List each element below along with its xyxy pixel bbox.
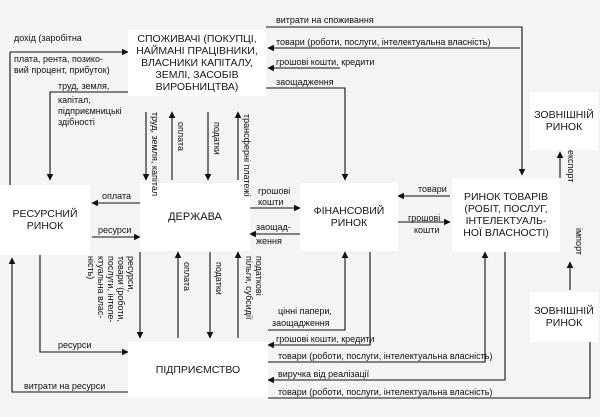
goods-market-line-2: (РОБІТ, ПОСЛУГ, [464,203,548,215]
income-label-1: дохід (заробітна [14,33,82,43]
savings-arrow [266,88,345,180]
state-money-label-2: кошти [258,197,284,207]
capital-abilities-label-3: здібності [58,117,95,127]
land-labor-capital-label: труд, земля, [58,81,110,91]
securities-label-2: заощадження [272,318,330,328]
savings-label: заощадження [276,77,334,87]
v-tax-privileges-label-1: податкові [254,256,264,296]
foreign-market-bottom-box [530,292,598,342]
resource-market-line-1: РЕСУРСНИЙ [12,208,78,220]
foreign-market-top-line-1: ЗОВНІШНІЙ [534,109,594,121]
v-resources-goods-label-2: товари (роботи, [116,256,126,322]
v-resources-goods-label-4: ктуальна влас- [96,256,106,319]
goods-market-line-4: НОЇ ВЛАСНОСТІ) [463,227,549,239]
consumers-line-1: СПОЖИВАЧІ (ПОКУПЦІ, [137,33,257,45]
resources-to-enterprise-label: ресурси [58,340,92,350]
v-tax-privileges-label-2: пільги, субсидії [244,256,254,320]
enterprise-money-label: грошові кошти, кредити [276,334,375,344]
state-resources-label: ресурси [98,225,132,235]
goods-market-line-1: РИНОК ТОВАРІВ [463,191,549,203]
v-resources-goods-label-1: ресурси, [126,256,136,292]
resource-spending-label: витрати на ресурси [24,381,106,391]
foreign-market-bottom-line-2: РИНОК [545,317,583,329]
money-to-financial-label-2: кошти [414,225,440,235]
consumers-line-2: НАЙМАНІ ПРАЦІВНИКИ, [136,45,258,57]
consumers-box [128,30,266,96]
v-taxes-bottom-label: податки [214,262,224,295]
enterprise-box [128,342,268,398]
financial-market-line-2: РИНОК [330,217,368,229]
v-payment-bottom-label: оплата [182,262,192,291]
enterprise-goods-bottom-label: товари (роботи, послуги, інтелектуальна власність) [278,387,493,397]
state-savings-label-2: ження [256,236,282,246]
consumers-line-4: ЗЕМЛІ, ЗАСОБІВ [155,69,239,81]
import-label: імпорт [574,228,584,255]
state-savings-label-1: заощад- [256,222,291,232]
v-resources-goods-label-5: ність) [86,256,96,280]
state-payment-label: оплата [102,191,131,201]
money-to-financial-label-1: грошові [408,213,441,223]
export-label: експорт [566,150,576,183]
foreign-market-bottom-line-1: ЗОВНІШНІЙ [534,305,594,317]
goods-market-box [452,178,560,252]
v-taxes-label: податки [212,122,222,155]
enterprise-label: ПІДПРИЄМСТВО [155,364,241,376]
v-payment-label: оплата [176,122,186,151]
v-labor-label: труд, земля, капітал [150,112,160,197]
capital-abilities-label-1: капітал, [58,95,91,105]
v-transfers-label: трансферні платежі [242,114,252,197]
resource-market-line-2: РИНОК [26,220,64,232]
goods-to-financial-label: товари [418,184,447,194]
consumers-line-3: ВЛАСНИКИ КАПІТАЛУ, [141,57,253,69]
consumption-spending-label: витрати на споживання [276,15,374,25]
foreign-market-top-box [530,92,598,150]
money-credits-label: грошові кошти, кредити [276,57,375,67]
consumers-line-5: ВИРОБНИЦТВА) [155,81,239,93]
income-label-2: плата, рента, позико- [14,54,103,64]
state-label: ДЕРЖАВА [168,211,222,223]
state-money-label-1: грошові [258,186,291,196]
sales-revenue-label: виручка від реалізації [278,369,370,379]
resource-market-box [0,185,90,255]
consumption-spending-arrow [266,27,522,175]
financial-market-line-1: ФІНАНСОВИЙ [313,205,385,217]
foreign-market-top-line-2: РИНОК [545,121,583,133]
enterprise-money-arrow [268,252,370,345]
goods-market-line-3: ІНТЕЛЕКТУАЛЬ- [465,215,547,227]
income-label-3: вий процент, прибуток) [14,65,110,75]
capital-abilities-label-2: підприємницькі [58,106,122,116]
enterprise-goods-label: товари (роботи, послуги, інтелектуальна власність) [278,351,493,361]
securities-label-1: цінні папери, [278,306,332,316]
goods-to-consumers-label: товари (роботи, послуги, інтелектуальна власність) [276,37,491,47]
financial-market-box [300,183,398,251]
v-resources-goods-label-3: послуги, інтеле- [106,256,116,323]
